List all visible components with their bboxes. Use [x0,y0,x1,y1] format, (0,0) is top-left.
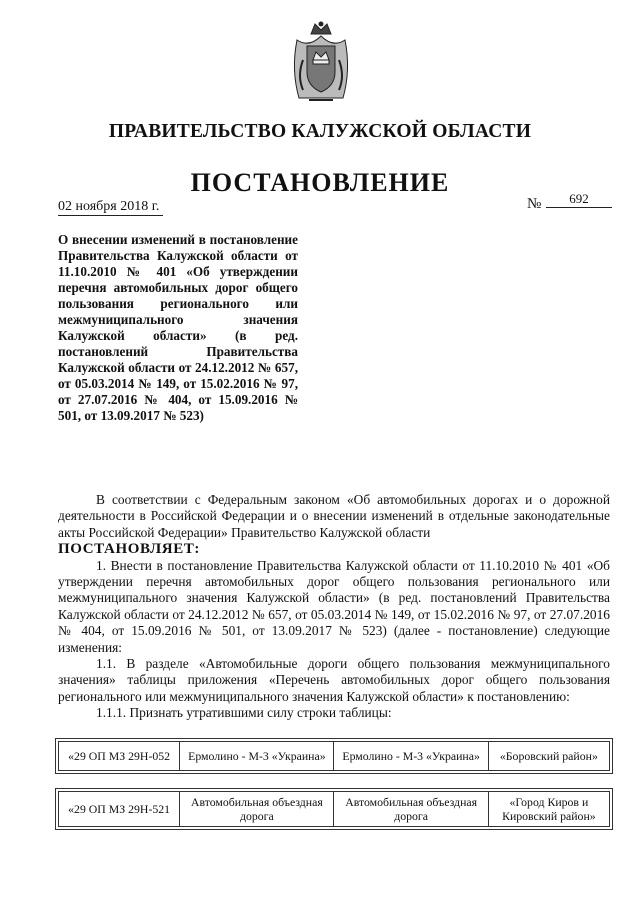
district-cell: «Боровский район» [488,742,609,771]
document-type: ПОСТАНОВЛЕНИЕ [190,168,450,197]
document-number: 692 [546,191,612,208]
preamble: В соответствии с Федеральным законом «Об автомобильных дорогах и о дорожной деятельности в Российской Федерации и о внесении изменений в отдельные законодательные акты Российской Федерации» Правительство Калужской области [58,492,610,540]
road-name-cell: Ермолино - М-3 «Украина» [180,742,334,771]
document-subject: О внесении изменений в постановление Правительства Калужской области от 11.10.2010 № 401 «Об утверждении перечня автомобильных дорог общего пользования регионального или межмуниципального значения Калужской области» (в ред. постановлений Правительства Калужской области от 24.12.2012 № 657, от 05.03.2014 № 149, от 15.02.2016 № 97, от 27.07.2016 № 404, от 15.09.2016 № 501, от 13.09.2017 № 523) [58,232,298,423]
repealed-table-row-2 [58,791,610,827]
org-title: ПРАВИТЕЛЬСТВО КАЛУЖСКОЙ ОБЛАСТИ [108,121,532,142]
decree-line [58,541,610,557]
road-name-cell: Автомобильная объездная дорога [180,792,334,827]
preamble-text [58,492,610,541]
document-date: 02 ноября 2018 г. [58,199,163,216]
number-label: № [527,196,542,212]
kaluga-coat-of-arms-icon [289,20,353,106]
paragraph-1-1: 1.1. В разделе «Автомобильные дороги общего пользования межмуниципального значения» таблицы приложения «Перечень автомобильных дорог общего пользования регионального или межмуниципального значения Калужской области» к постановлению: [58,656,610,704]
paragraph-1-1-1: 1.1.1. Признать утратившими силу строки таблицы: [96,705,392,721]
document-body [58,492,610,722]
road-code-cell: «29 ОП МЗ 29Н-521 [59,792,180,827]
repealed-table-row-1 [58,741,610,771]
decree-word: ПОСТАНОВЛЯЕТ: [58,541,201,558]
district-cell: «Город Киров и Кировский район» [488,792,609,827]
paragraph-1: 1. Внести в постановление Правительства Калужской области от 11.10.2010 № 401 «Об утверждении перечня автомобильных дорог общего пользования регионального или межмуниципального значения Калужской области» (в ред. постановлений Правительства Калужской области от 24.12.2012 № 657, от 05.03.2014 № 149, от 15.02.2016 № 97, от 27.07.2016 № 404, от 15.09.2016 № 501, от 13.09.2017 № 523) (далее - постановление) следующие изменения: [58,557,610,655]
road-route-cell: Ермолино - М-3 «Украина» [334,742,488,771]
road-route-cell: Автомобильная объездная дорога [334,792,488,827]
road-code-cell: «29 ОП МЗ 29Н-052 [59,742,180,771]
